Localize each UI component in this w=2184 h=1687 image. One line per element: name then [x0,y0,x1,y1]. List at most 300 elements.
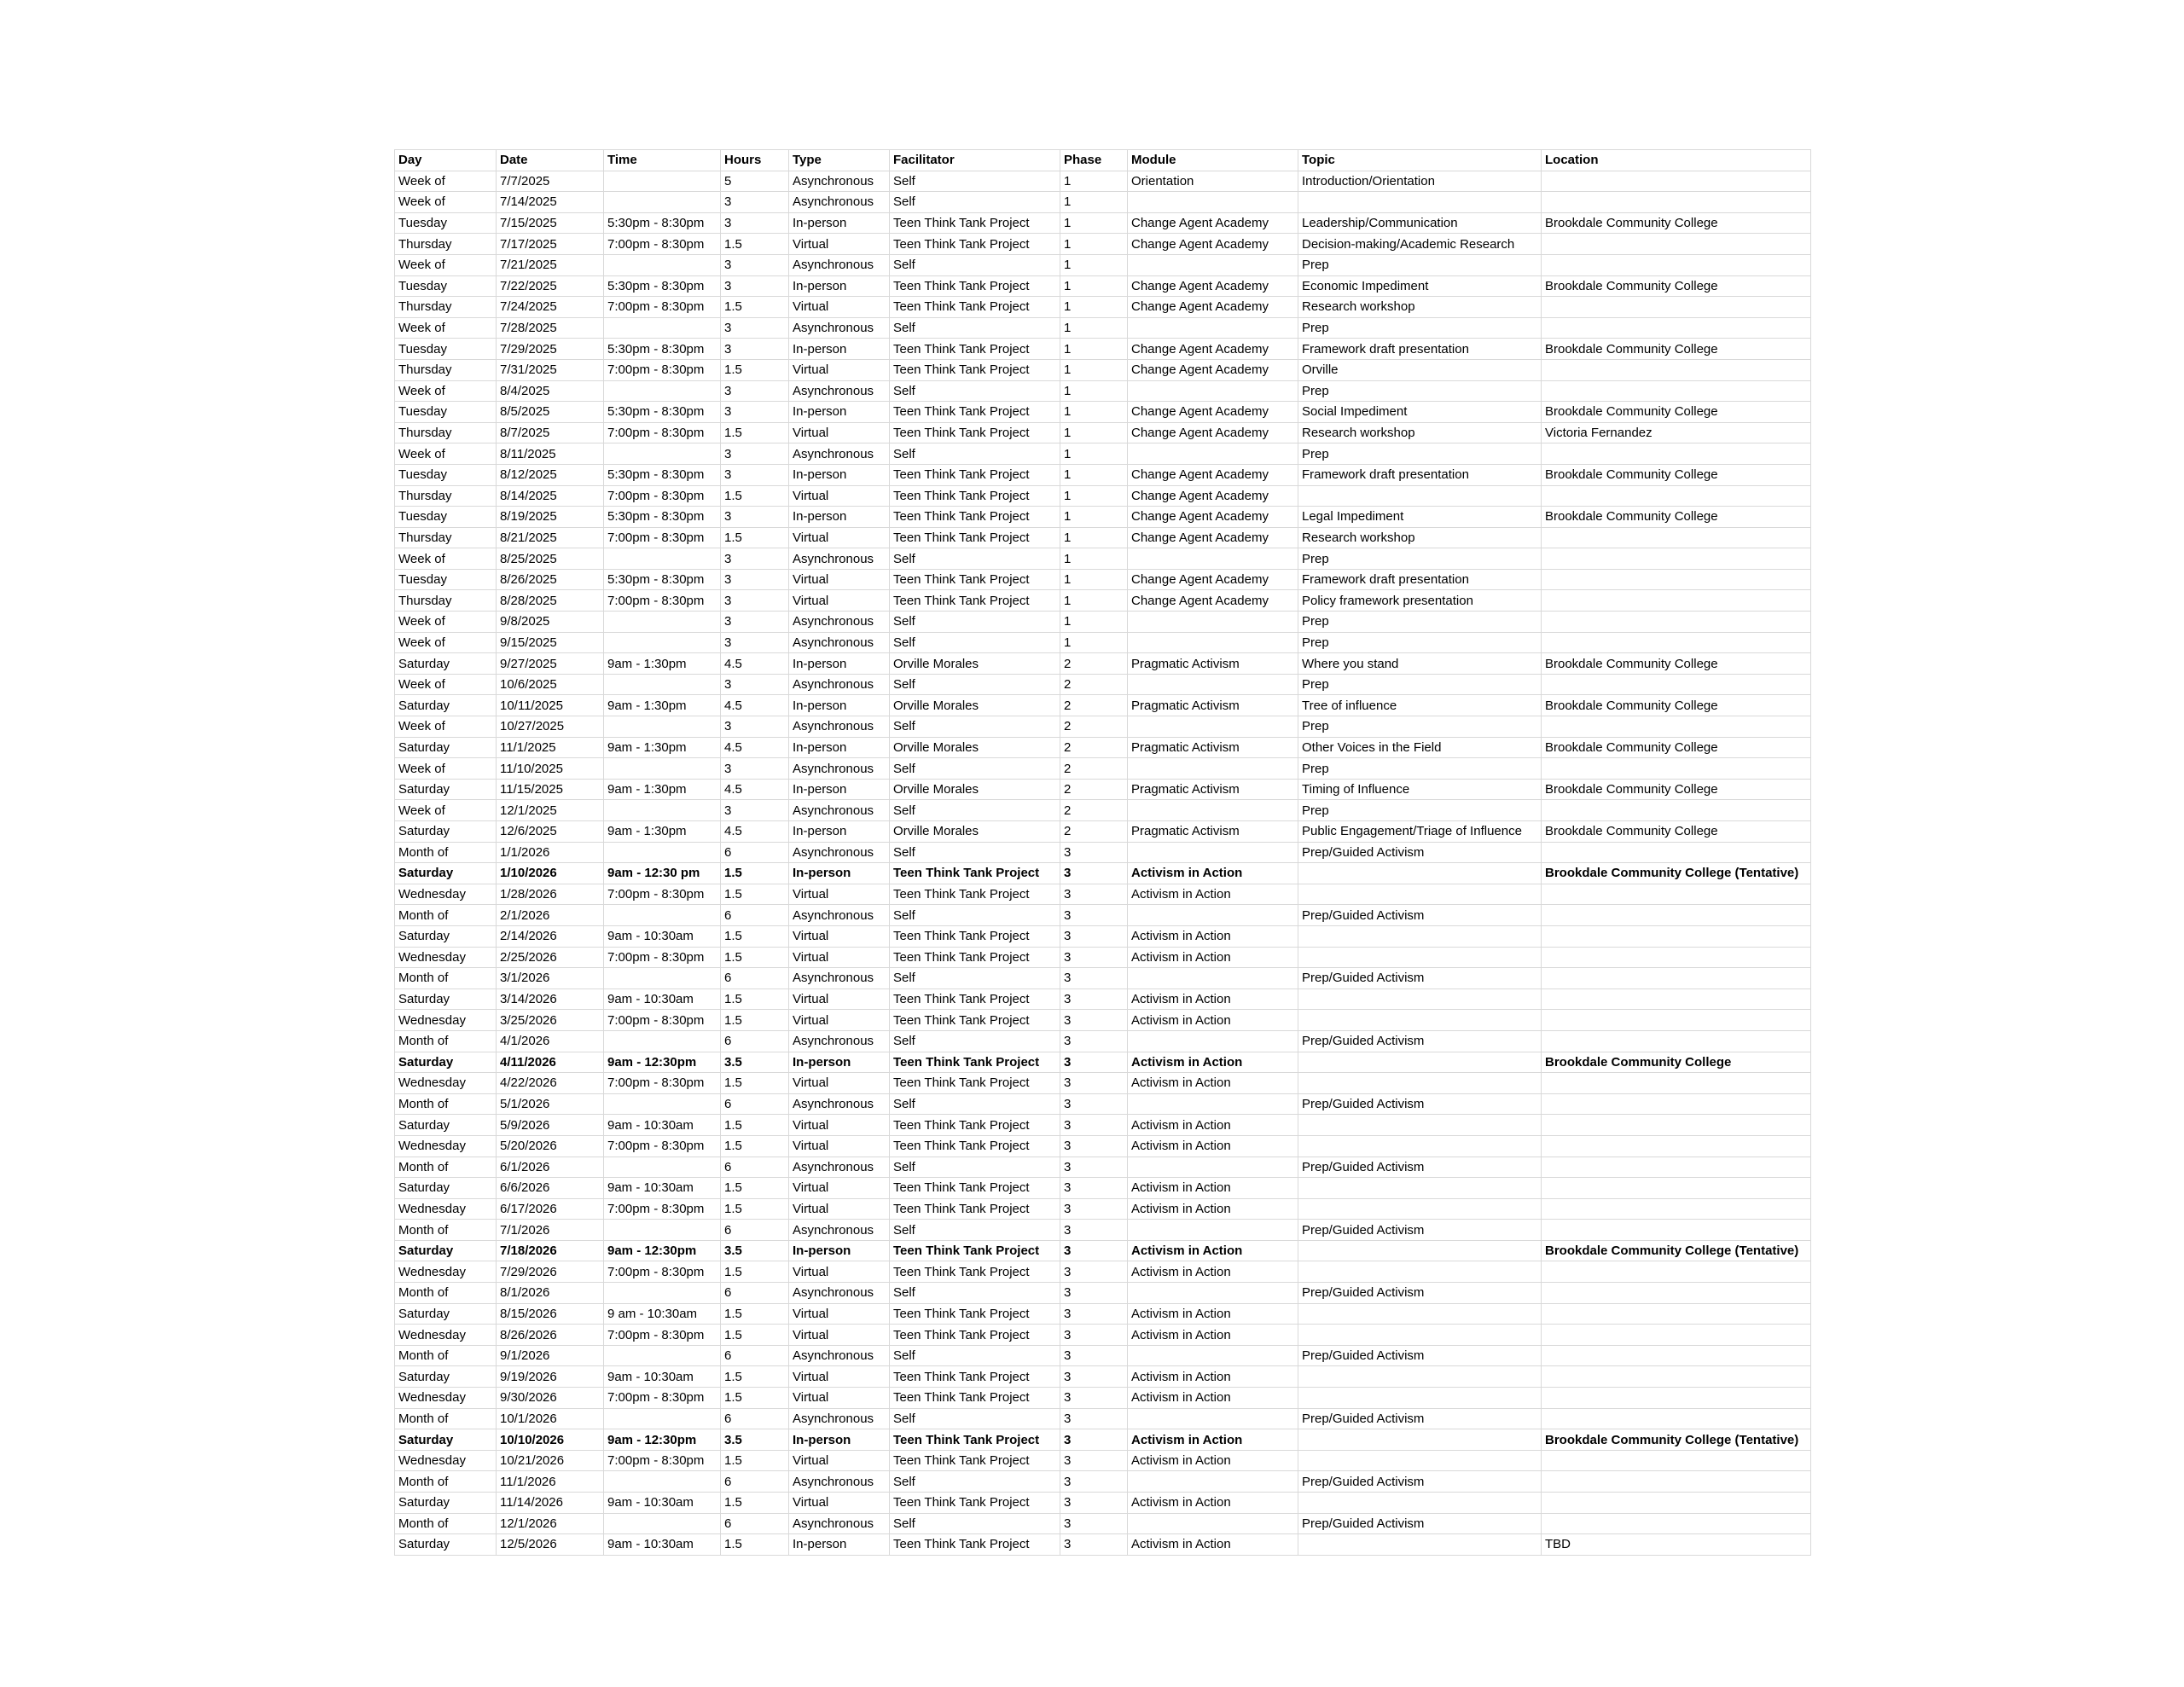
cell-date: 7/15/2025 [497,212,604,234]
cell-topic: Framework draft presentation [1298,339,1542,360]
cell-phase: 2 [1060,695,1128,716]
cell-module [1128,254,1298,275]
cell-date: 10/21/2026 [497,1450,604,1471]
cell-phase: 3 [1060,1366,1128,1388]
cell-day: Week of [395,800,497,821]
cell-topic: Tree of influence [1298,695,1542,716]
cell-day: Saturday [395,1115,497,1136]
cell-day: Week of [395,548,497,570]
cell-time [604,758,721,780]
cell-facilitator: Teen Think Tank Project [890,1493,1060,1514]
cell-date: 8/11/2025 [497,443,604,465]
cell-facilitator: Self [890,842,1060,863]
table-row [395,1010,1811,1031]
table-row [395,925,1811,947]
cell-location [1542,1283,1811,1304]
cell-topic: Research workshop [1298,297,1542,318]
cell-facilitator: Teen Think Tank Project [890,275,1060,297]
cell-time [604,317,721,339]
cell-hours: 1.5 [721,297,789,318]
cell-phase: 1 [1060,548,1128,570]
cell-day: Month of [395,1283,497,1304]
cell-facilitator: Teen Think Tank Project [890,1010,1060,1031]
cell-module [1128,1345,1298,1366]
cell-module: Activism in Action [1128,1073,1298,1094]
cell-day: Thursday [395,359,497,380]
cell-location [1542,1135,1811,1157]
cell-facilitator: Teen Think Tank Project [890,590,1060,612]
cell-location [1542,1157,1811,1178]
cell-phase: 2 [1060,758,1128,780]
cell-phase: 3 [1060,1513,1128,1534]
cell-time: 9am - 10:30am [604,1115,721,1136]
cell-location: Brookdale Community College [1542,1052,1811,1073]
cell-location [1542,171,1811,192]
cell-location [1542,674,1811,695]
cell-location [1542,1115,1811,1136]
cell-time: 9 am - 10:30am [604,1303,721,1325]
header-facilitator: Facilitator [890,150,1060,171]
cell-topic: Economic Impediment [1298,275,1542,297]
cell-module: Pragmatic Activism [1128,821,1298,843]
cell-location [1542,1303,1811,1325]
cell-module: Change Agent Academy [1128,402,1298,423]
cell-location [1542,1261,1811,1283]
cell-time: 9am - 10:30am [604,1534,721,1556]
cell-facilitator: Teen Think Tank Project [890,1325,1060,1346]
table-row [395,1471,1811,1493]
cell-day: Wednesday [395,1135,497,1157]
cell-day: Month of [395,1030,497,1052]
cell-facilitator: Self [890,1408,1060,1429]
table-row [395,422,1811,443]
cell-date: 8/4/2025 [497,380,604,402]
cell-type: Asynchronous [789,548,890,570]
cell-topic: Other Voices in the Field [1298,737,1542,758]
cell-facilitator: Self [890,443,1060,465]
cell-location [1542,716,1811,738]
cell-type: Virtual [789,1303,890,1325]
cell-topic: Prep [1298,612,1542,633]
cell-day: Thursday [395,527,497,548]
cell-phase: 1 [1060,254,1128,275]
cell-topic [1298,485,1542,507]
cell-module [1128,758,1298,780]
cell-module: Change Agent Academy [1128,234,1298,255]
cell-hours: 6 [721,1157,789,1178]
cell-phase: 1 [1060,464,1128,485]
cell-day: Wednesday [395,1325,497,1346]
table-row [395,569,1811,590]
table-row [395,1303,1811,1325]
cell-phase: 3 [1060,1534,1128,1556]
cell-time: 5:30pm - 8:30pm [604,339,721,360]
cell-day: Tuesday [395,569,497,590]
cell-phase: 2 [1060,674,1128,695]
cell-phase: 1 [1060,234,1128,255]
cell-date: 8/25/2025 [497,548,604,570]
cell-time: 7:00pm - 8:30pm [604,422,721,443]
table-row [395,863,1811,884]
cell-location: Brookdale Community College [1542,779,1811,800]
cell-date: 8/12/2025 [497,464,604,485]
cell-type: In-person [789,1534,890,1556]
cell-date: 9/1/2026 [497,1345,604,1366]
cell-time: 9am - 10:30am [604,1493,721,1514]
header-row [395,150,1811,171]
cell-type: Asynchronous [789,1030,890,1052]
cell-hours: 3 [721,674,789,695]
cell-time [604,443,721,465]
cell-time [604,1345,721,1366]
cell-date: 7/28/2025 [497,317,604,339]
cell-topic: Prep [1298,800,1542,821]
cell-location [1542,254,1811,275]
cell-type: Asynchronous [789,1345,890,1366]
cell-hours: 3 [721,443,789,465]
cell-type: Asynchronous [789,1093,890,1115]
cell-type: Asynchronous [789,716,890,738]
cell-hours: 1.5 [721,485,789,507]
cell-hours: 6 [721,842,789,863]
cell-topic: Prep/Guided Activism [1298,1093,1542,1115]
cell-type: Asynchronous [789,254,890,275]
cell-facilitator: Teen Think Tank Project [890,507,1060,528]
cell-time: 7:00pm - 8:30pm [604,1135,721,1157]
cell-type: Virtual [789,925,890,947]
cell-day: Saturday [395,988,497,1010]
cell-phase: 3 [1060,1010,1128,1031]
table-row [395,695,1811,716]
cell-type: Asynchronous [789,800,890,821]
table-row [395,192,1811,213]
cell-type: Asynchronous [789,758,890,780]
table-row [395,275,1811,297]
cell-location [1542,548,1811,570]
cell-type: Asynchronous [789,968,890,989]
cell-location [1542,527,1811,548]
table-row [395,947,1811,968]
cell-type: Asynchronous [789,1513,890,1534]
cell-location: Brookdale Community College [1542,339,1811,360]
schedule-sheet [394,149,1810,1556]
cell-time: 9am - 10:30am [604,1366,721,1388]
cell-topic [1298,884,1542,905]
cell-location [1542,968,1811,989]
cell-type: Virtual [789,1178,890,1199]
cell-hours: 6 [721,1408,789,1429]
cell-location [1542,1198,1811,1220]
cell-topic: Prep/Guided Activism [1298,1030,1542,1052]
cell-location [1542,359,1811,380]
cell-date: 11/15/2025 [497,779,604,800]
table-row [395,443,1811,465]
cell-topic [1298,1052,1542,1073]
cell-day: Tuesday [395,275,497,297]
cell-topic: Prep [1298,380,1542,402]
cell-facilitator: Self [890,758,1060,780]
cell-date: 8/28/2025 [497,590,604,612]
cell-phase: 3 [1060,1135,1128,1157]
cell-hours: 6 [721,968,789,989]
cell-time [604,612,721,633]
cell-time: 7:00pm - 8:30pm [604,1261,721,1283]
cell-facilitator: Teen Think Tank Project [890,1429,1060,1451]
cell-day: Tuesday [395,212,497,234]
cell-module: Pragmatic Activism [1128,779,1298,800]
cell-facilitator: Self [890,612,1060,633]
cell-time: 7:00pm - 8:30pm [604,297,721,318]
cell-facilitator: Teen Think Tank Project [890,359,1060,380]
cell-location [1542,1093,1811,1115]
cell-facilitator: Orville Morales [890,653,1060,675]
cell-facilitator: Self [890,380,1060,402]
cell-time: 5:30pm - 8:30pm [604,402,721,423]
cell-day: Saturday [395,1429,497,1451]
cell-hours: 6 [721,1513,789,1534]
cell-day: Month of [395,842,497,863]
cell-type: In-person [789,339,890,360]
cell-module [1128,1157,1298,1178]
header-phase: Phase [1060,150,1128,171]
cell-phase: 3 [1060,988,1128,1010]
cell-phase: 3 [1060,863,1128,884]
cell-hours: 3.5 [721,1240,789,1261]
cell-hours: 1.5 [721,1135,789,1157]
cell-phase: 1 [1060,192,1128,213]
cell-time [604,1471,721,1493]
cell-phase: 1 [1060,569,1128,590]
table-row [395,968,1811,989]
cell-module [1128,1093,1298,1115]
table-row [395,1093,1811,1115]
cell-type: Virtual [789,1198,890,1220]
cell-topic: Prep/Guided Activism [1298,1283,1542,1304]
cell-time: 5:30pm - 8:30pm [604,507,721,528]
cell-location: Brookdale Community College (Tentative) [1542,863,1811,884]
cell-type: Virtual [789,1388,890,1409]
cell-location: TBD [1542,1534,1811,1556]
cell-topic [1298,1366,1542,1388]
table-row [395,842,1811,863]
cell-time: 9am - 10:30am [604,1178,721,1199]
cell-topic [1298,1450,1542,1471]
cell-module: Change Agent Academy [1128,485,1298,507]
cell-module [1128,380,1298,402]
cell-type: In-person [789,1429,890,1451]
cell-hours: 1.5 [721,1303,789,1325]
cell-type: Virtual [789,234,890,255]
table-row [395,527,1811,548]
cell-date: 8/15/2026 [497,1303,604,1325]
cell-hours: 6 [721,1220,789,1241]
cell-facilitator: Self [890,548,1060,570]
cell-day: Week of [395,380,497,402]
cell-phase: 1 [1060,485,1128,507]
cell-phase: 3 [1060,1198,1128,1220]
cell-phase: 3 [1060,842,1128,863]
table-row [395,507,1811,528]
cell-topic: Framework draft presentation [1298,464,1542,485]
cell-hours: 6 [721,1345,789,1366]
table-row [395,758,1811,780]
cell-topic: Prep [1298,317,1542,339]
cell-phase: 1 [1060,590,1128,612]
cell-module: Activism in Action [1128,863,1298,884]
cell-day: Month of [395,1471,497,1493]
cell-day: Saturday [395,1493,497,1514]
cell-hours: 1.5 [721,1493,789,1514]
cell-hours: 3 [721,254,789,275]
cell-date: 1/28/2026 [497,884,604,905]
cell-day: Thursday [395,590,497,612]
cell-facilitator: Teen Think Tank Project [890,569,1060,590]
cell-day: Saturday [395,1534,497,1556]
cell-module: Activism in Action [1128,1366,1298,1388]
cell-module: Activism in Action [1128,1240,1298,1261]
cell-date: 7/14/2025 [497,192,604,213]
cell-date: 12/1/2025 [497,800,604,821]
cell-facilitator: Self [890,905,1060,926]
cell-hours: 1.5 [721,527,789,548]
cell-date: 5/1/2026 [497,1093,604,1115]
table-row [395,1220,1811,1241]
cell-type: Virtual [789,1325,890,1346]
cell-type: Virtual [789,1493,890,1514]
cell-topic: Where you stand [1298,653,1542,675]
cell-day: Month of [395,1093,497,1115]
table-row [395,380,1811,402]
cell-time: 7:00pm - 8:30pm [604,1198,721,1220]
cell-phase: 1 [1060,339,1128,360]
cell-facilitator: Teen Think Tank Project [890,1450,1060,1471]
cell-location [1542,485,1811,507]
cell-topic [1298,988,1542,1010]
cell-location [1542,1325,1811,1346]
cell-time [604,380,721,402]
table-row [395,1261,1811,1283]
cell-facilitator: Teen Think Tank Project [890,884,1060,905]
cell-topic [1298,1135,1542,1157]
cell-time [604,192,721,213]
cell-day: Wednesday [395,1198,497,1220]
cell-day: Saturday [395,737,497,758]
cell-day: Week of [395,758,497,780]
cell-phase: 1 [1060,443,1128,465]
cell-topic [1298,1388,1542,1409]
cell-type: In-person [789,464,890,485]
cell-time: 5:30pm - 8:30pm [604,275,721,297]
cell-location [1542,1030,1811,1052]
cell-location [1542,1178,1811,1199]
cell-topic: Orville [1298,359,1542,380]
cell-time: 9am - 1:30pm [604,821,721,843]
table-row [395,359,1811,380]
cell-hours: 1.5 [721,863,789,884]
table-row [395,1135,1811,1157]
cell-day: Tuesday [395,507,497,528]
cell-hours: 6 [721,905,789,926]
cell-day: Week of [395,612,497,633]
cell-module: Activism in Action [1128,925,1298,947]
cell-facilitator: Teen Think Tank Project [890,1052,1060,1073]
cell-topic: Prep/Guided Activism [1298,1220,1542,1241]
table-row [395,1157,1811,1178]
cell-date: 2/1/2026 [497,905,604,926]
cell-location [1542,380,1811,402]
cell-type: In-person [789,1052,890,1073]
cell-location: Brookdale Community College (Tentative) [1542,1240,1811,1261]
cell-topic [1298,1493,1542,1514]
cell-facilitator: Teen Think Tank Project [890,527,1060,548]
cell-date: 4/11/2026 [497,1052,604,1073]
cell-time [604,1157,721,1178]
cell-facilitator: Teen Think Tank Project [890,1261,1060,1283]
cell-module: Change Agent Academy [1128,590,1298,612]
cell-day: Month of [395,1157,497,1178]
cell-facilitator: Orville Morales [890,779,1060,800]
cell-hours: 1.5 [721,422,789,443]
cell-facilitator: Teen Think Tank Project [890,988,1060,1010]
cell-location [1542,905,1811,926]
cell-day: Month of [395,968,497,989]
cell-location: Brookdale Community College [1542,653,1811,675]
cell-location: Victoria Fernandez [1542,422,1811,443]
cell-type: Asynchronous [789,1157,890,1178]
cell-facilitator: Teen Think Tank Project [890,402,1060,423]
cell-topic: Prep/Guided Activism [1298,1513,1542,1534]
cell-hours: 1.5 [721,1366,789,1388]
cell-date: 7/31/2025 [497,359,604,380]
cell-module [1128,1220,1298,1241]
cell-facilitator: Teen Think Tank Project [890,1534,1060,1556]
cell-topic: Prep/Guided Activism [1298,842,1542,863]
cell-date: 10/6/2025 [497,674,604,695]
cell-hours: 3 [721,317,789,339]
cell-phase: 1 [1060,507,1128,528]
cell-time [604,716,721,738]
cell-facilitator: Self [890,317,1060,339]
cell-type: Virtual [789,527,890,548]
table-row [395,716,1811,738]
cell-date: 2/25/2026 [497,947,604,968]
cell-topic: Policy framework presentation [1298,590,1542,612]
header-time: Time [604,150,721,171]
table-row [395,1408,1811,1429]
cell-phase: 3 [1060,1030,1128,1052]
cell-day: Saturday [395,1240,497,1261]
cell-date: 8/26/2026 [497,1325,604,1346]
cell-hours: 1.5 [721,1261,789,1283]
cell-module: Orientation [1128,171,1298,192]
cell-facilitator: Self [890,800,1060,821]
cell-module: Change Agent Academy [1128,359,1298,380]
schedule-table [394,149,1811,1556]
cell-topic [1298,1178,1542,1199]
cell-module [1128,612,1298,633]
cell-hours: 6 [721,1093,789,1115]
cell-module [1128,632,1298,653]
cell-day: Thursday [395,422,497,443]
cell-module: Pragmatic Activism [1128,653,1298,675]
cell-type: Virtual [789,1073,890,1094]
cell-module [1128,192,1298,213]
cell-date: 5/9/2026 [497,1115,604,1136]
cell-location: Brookdale Community College (Tentative) [1542,1429,1811,1451]
cell-time [604,171,721,192]
cell-type: Virtual [789,485,890,507]
table-row [395,234,1811,255]
